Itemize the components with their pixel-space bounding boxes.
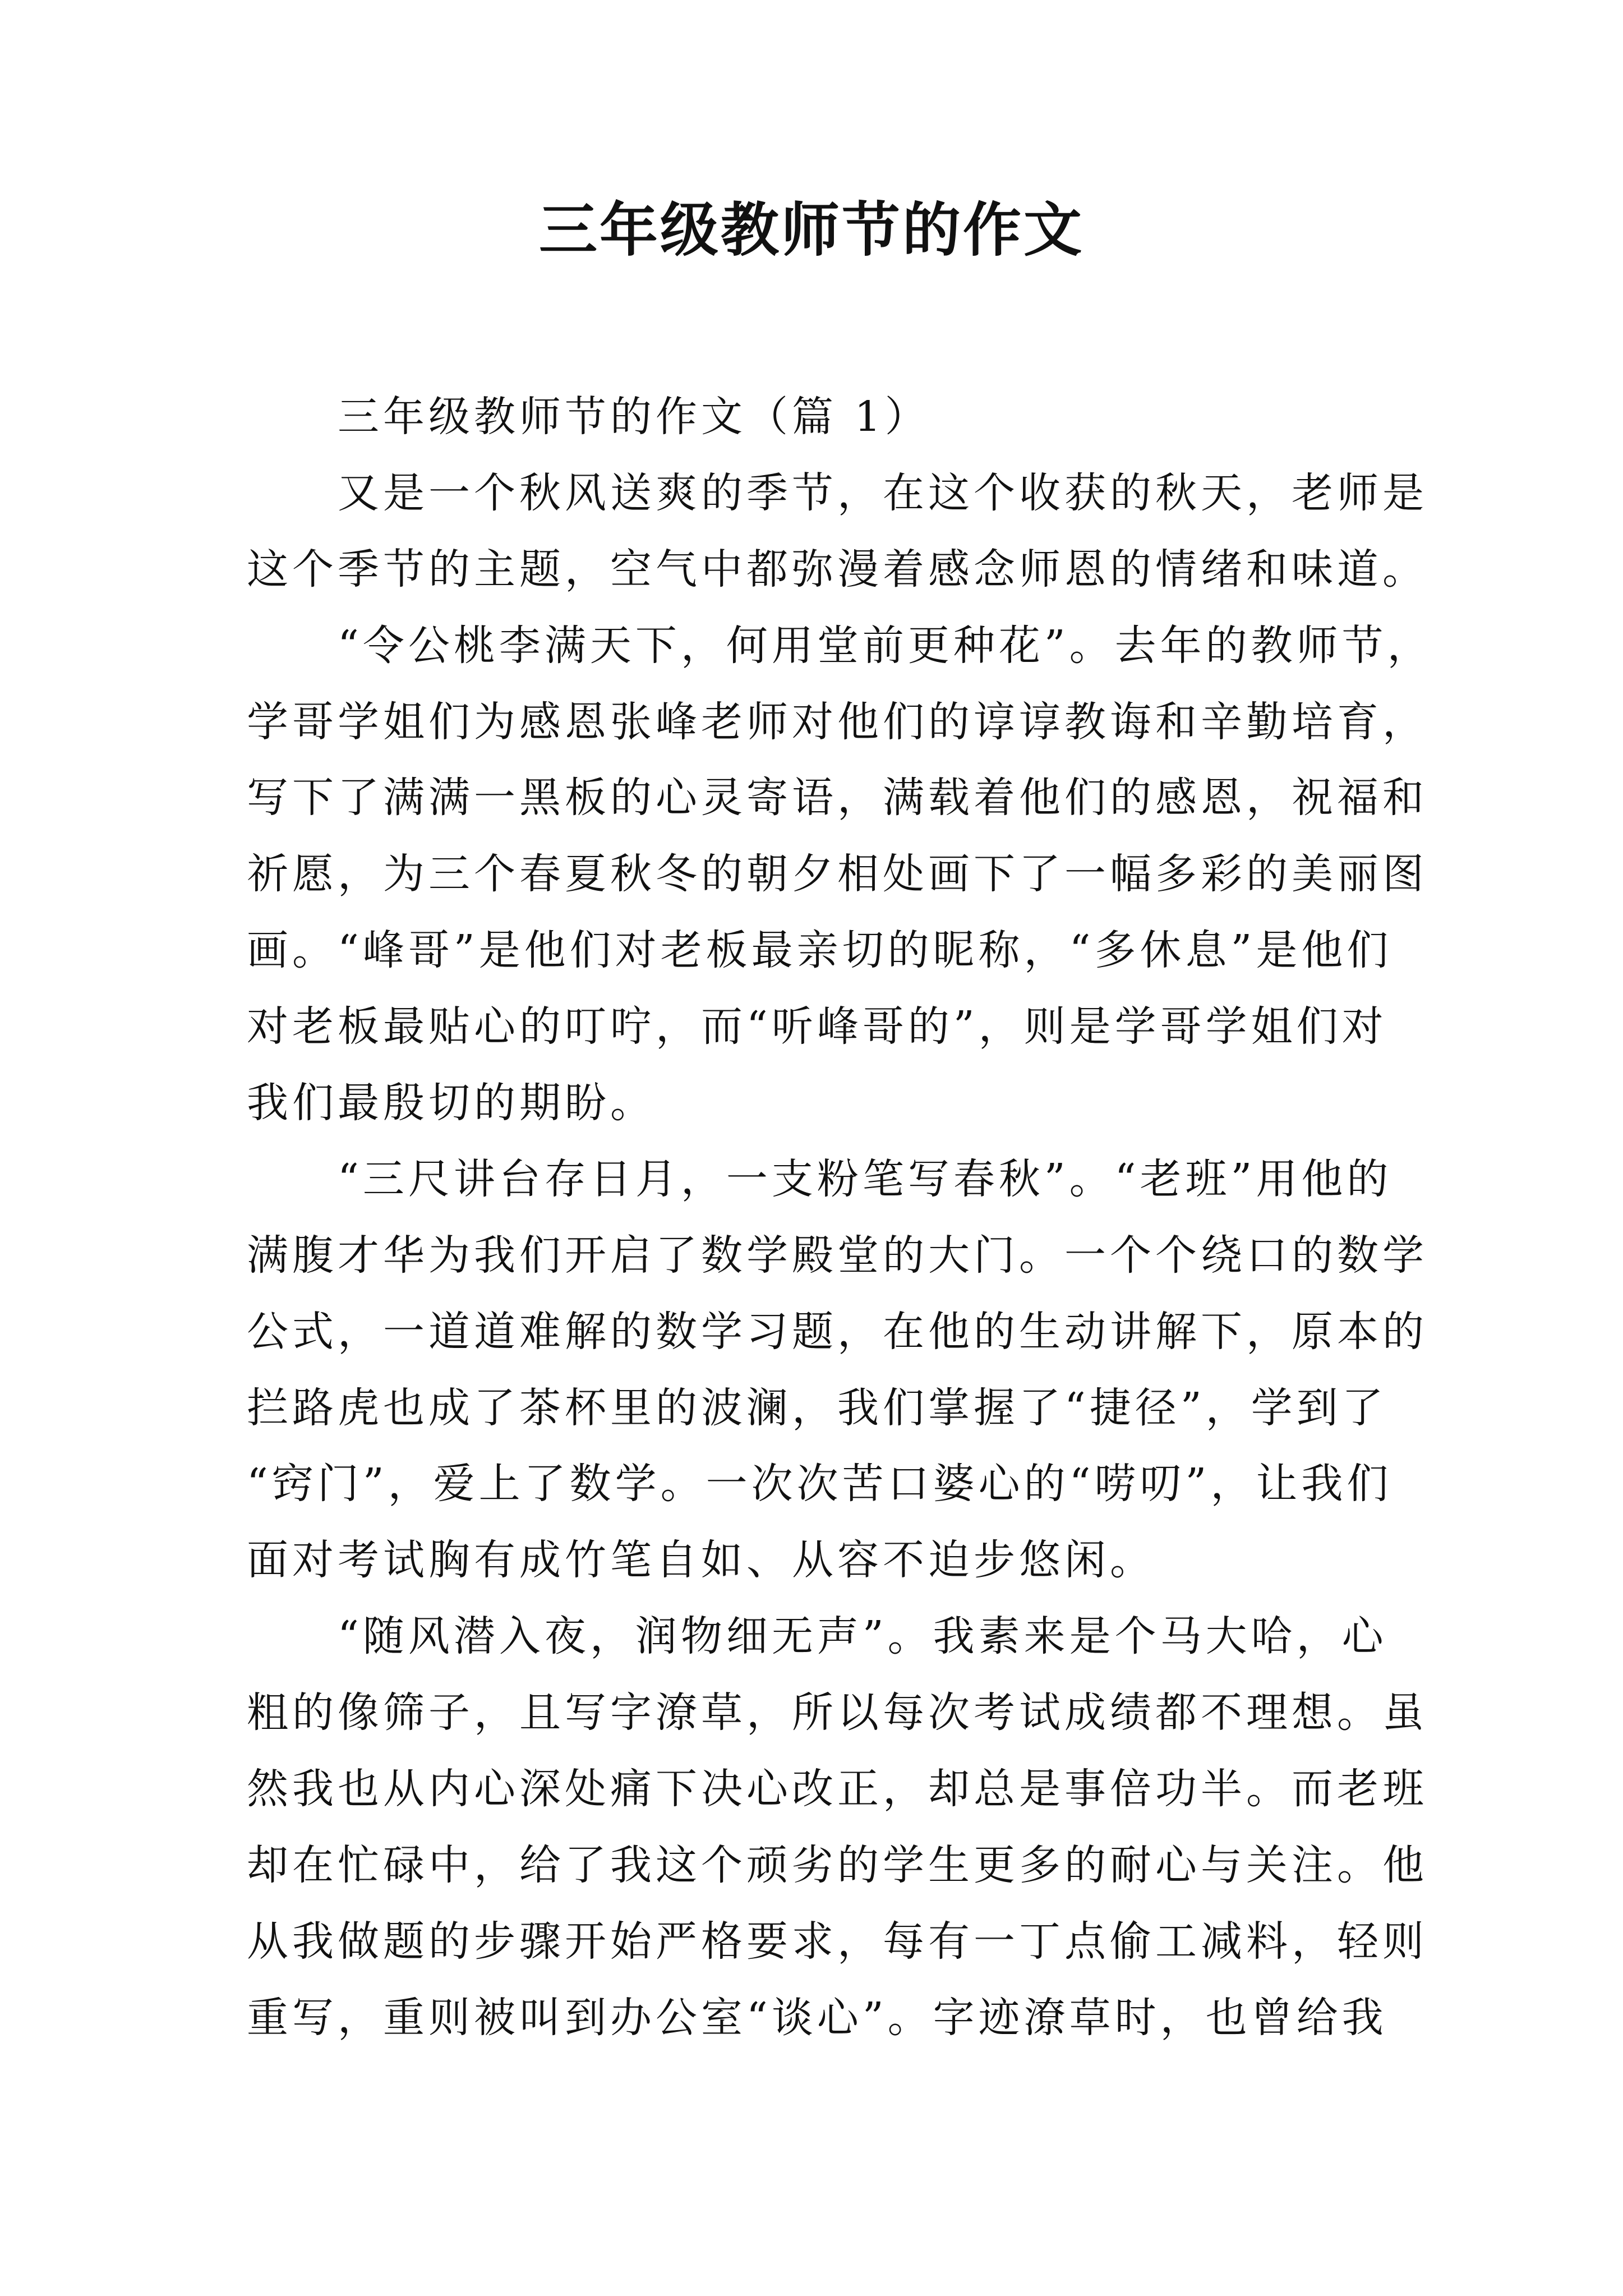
text-line: 写下了满满一黑板的心灵寄语，满载着他们的感恩，祝福和 (247, 774, 1428, 822)
text-line: 公式，一道道难解的数学习题，在他的生动讲解下，原本的 (247, 1307, 1428, 1356)
text-line: 这个季节的主题，空气中都弥漫着感念师恩的情绪和味道。 (247, 545, 1428, 593)
text-line: 然我也从内心深处痛下决心改正，却总是事倍功半。而老班 (247, 1765, 1428, 1814)
text-line: 学哥学姐们为感恩张峰老师对他们的谆谆教诲和辛勤培育， (247, 697, 1428, 746)
text-line: “窍门”，爱上了数学。一次次苦口婆心的“唠叨”，让我们 (247, 1460, 1393, 1508)
text-line: 画。“峰哥”是他们对老板最亲切的昵称，“多休息”是他们 (247, 926, 1393, 975)
text-line: “随风潜入夜，润物细无声”。我素来是个马大哈，心 (338, 1612, 1387, 1661)
text-line: 从我做题的步骤开始严格要求，每有一丁点偷工减料，轻则 (247, 1917, 1428, 1966)
text-line: 又是一个秋风送爽的季节，在这个收获的秋天，老师是 (338, 468, 1428, 517)
text-line: 重写，重则被叫到办公室“谈心”。字迹潦草时，也曾给我 (247, 1993, 1387, 2042)
text-line: “令公桃李满天下，何用堂前更种花”。去年的教师节， (338, 621, 1433, 670)
text-line: 对老板最贴心的叮咛，而“听峰哥的”，则是学哥学姐们对 (247, 1002, 1387, 1051)
text-line: 我们最殷切的期盼。 (247, 1079, 656, 1128)
text-line: 三年级教师节的作文（篇 1） (338, 393, 930, 441)
text-line: 满腹才华为我们开启了数学殿堂的大门。一个个绕口的数学 (247, 1231, 1428, 1280)
text-line: 拦路虎也成了茶杯里的波澜，我们掌握了“捷径”，学到了 (247, 1383, 1387, 1432)
document-title: 三年级教师节的作文 (538, 195, 1084, 264)
text-line: 粗的像筛子，且写字潦草，所以每次考试成绩都不理想。虽 (247, 1688, 1428, 1737)
document-body (247, 379, 1433, 2056)
text-line: 面对考试胸有成竹笔自如、从容不迫步悠闲。 (247, 1536, 1155, 1585)
text-line: “三尺讲台存日月，一支粉笔写春秋”。“老班”用他的 (338, 1154, 1393, 1203)
text-line: 祈愿，为三个春夏秋冬的朝夕相处画下了一幅多彩的美丽图 (247, 850, 1428, 899)
text-line: 却在忙碌中，给了我这个顽劣的学生更多的耐心与关注。他 (247, 1841, 1428, 1889)
